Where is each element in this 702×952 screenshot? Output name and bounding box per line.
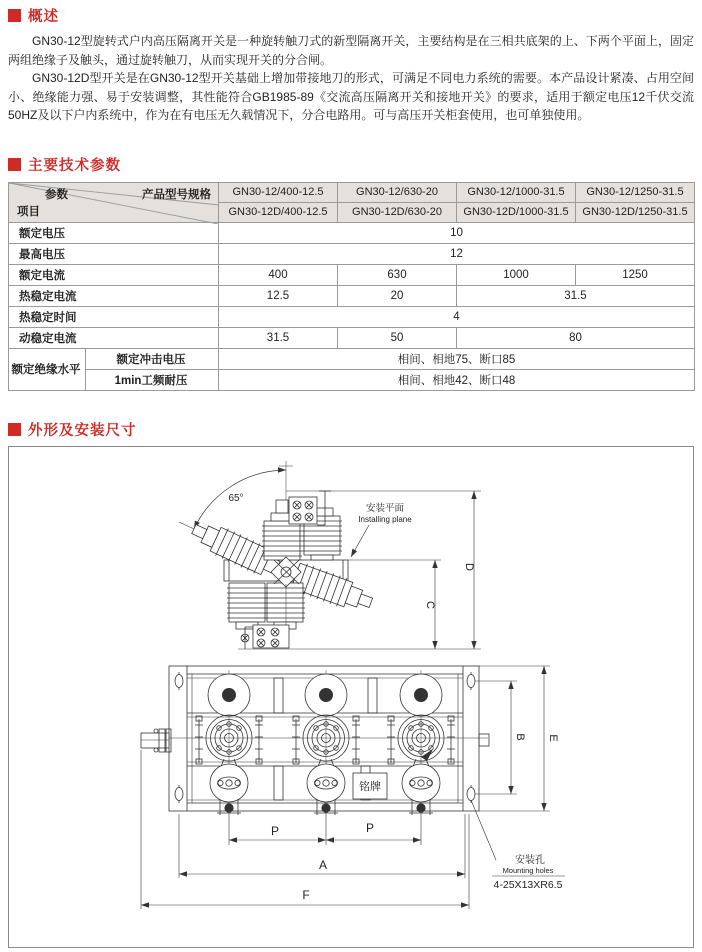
model-header-cell: GN30-12/1250-31.5 — [576, 182, 695, 202]
dim-f-label: F — [302, 887, 310, 902]
dim-d-label: D — [463, 562, 475, 571]
overview-title: 概述 — [28, 9, 59, 25]
row-label: 动稳定电流 — [9, 327, 219, 348]
dim-b-label: B — [514, 732, 526, 741]
outline-section-title — [8, 419, 694, 440]
row-value: 1000 — [457, 264, 576, 285]
row-value: 12 — [219, 243, 695, 264]
side-view — [179, 461, 481, 649]
insulation-group-label: 额定绝缘水平 — [9, 348, 86, 390]
model-header-cell: GN30-12/630-20 — [338, 182, 457, 202]
overview-paragraph-1: GN30-12型旋转式户内高压隔离开关是一种旋转触刀式的新型隔离开关，主要结构是在三相共底架的上、下两个平面上，固定两组绝缘子及触头，通过旋转触刀，从而实现开关的分合闸。 — [8, 34, 694, 67]
outline-drawing-box — [8, 446, 694, 948]
overview-paragraphs — [8, 32, 694, 125]
model-header-cell: GN30-12D/1000-31.5 — [457, 202, 576, 222]
red-square-bullet-icon — [8, 158, 21, 171]
overview-paragraph-2: GN30-12D型开关是在GN30-12型开关基础上增加带接地刀的形式，可满足不同电力系统的需要。本产品设计紧凑、占用空间小、绝缘能力强、易于安装调整，其性能符合GB1985-89《交流高压隔离开关和接地开关》的要求，适用于额定电压12千伏交流50HZ及以下户内系统中，作为在有电压无久载情况下，分合电路用。可与高压开关柜套使用，也可单独使用。 — [8, 71, 694, 122]
dim-p1-label: P — [270, 823, 280, 838]
model-header-cell: GN30-12D/630-20 — [338, 202, 457, 222]
installing-plane-en-label: Installing plane — [358, 514, 412, 524]
row-value: 相间、相地75、断口85 — [219, 348, 695, 369]
lower-insulator — [265, 583, 305, 622]
mounting-holes-en-label: Mounting holes — [502, 865, 554, 875]
corner-label-param: 参数 — [45, 188, 68, 201]
row-value: 80 — [457, 327, 695, 348]
row-value: 630 — [338, 264, 457, 285]
outline-drawing — [9, 447, 693, 947]
mounting-hole — [467, 672, 475, 690]
angle-label: 65° — [228, 492, 244, 504]
dim-a-label: A — [318, 857, 328, 872]
red-square-bullet-icon — [8, 9, 21, 22]
row-value: 50 — [338, 327, 457, 348]
upper-insulator — [262, 521, 302, 560]
model-header-cell: GN30-12D/400-12.5 — [219, 202, 338, 222]
model-header-cell: GN30-12/400-12.5 — [219, 182, 338, 202]
mounting-hole — [175, 672, 183, 690]
lower-insulator — [227, 583, 267, 622]
row-value: 4 — [219, 306, 695, 327]
dim-e-label: E — [547, 733, 559, 742]
nameplate-label: 铭牌 — [359, 780, 381, 793]
row-value: 31.5 — [219, 327, 338, 348]
red-square-bullet-icon — [8, 423, 21, 436]
specs-title: 主要技术参数 — [28, 157, 121, 174]
corner-label-item: 项目 — [17, 205, 40, 218]
row-value: 400 — [219, 264, 338, 285]
front-view — [141, 666, 489, 815]
top-terminal — [289, 491, 331, 525]
pole — [195, 670, 263, 815]
mounting-hole — [175, 785, 183, 803]
row-value: 1250 — [576, 264, 695, 285]
row-label: 额定电压 — [9, 222, 219, 243]
corner-header-cell — [9, 182, 219, 222]
row-label: 最高电压 — [9, 243, 219, 264]
row-label: 1min工频耐压 — [86, 369, 219, 390]
mounting-holes-cn-label: 安装孔 — [515, 854, 545, 866]
row-label: 热稳定电流 — [9, 285, 219, 306]
specs-section-title — [8, 154, 694, 175]
row-label: 额定电流 — [9, 264, 219, 285]
mounting-holes-spec-label: 4-25X13XR6.5 — [493, 878, 563, 891]
outline-title: 外形及安装尺寸 — [28, 422, 137, 439]
pole — [387, 670, 455, 815]
spec-table — [8, 182, 695, 391]
row-label: 额定冲击电压 — [86, 348, 219, 369]
installing-plane-cn-label: 安装平面 — [365, 502, 405, 514]
row-value: 12.5 — [219, 285, 338, 306]
pole — [292, 670, 360, 815]
model-header-cell: GN30-12/1000-31.5 — [457, 182, 576, 202]
row-value: 相间、相地42、断口48 — [219, 369, 695, 390]
overview-section-title — [8, 5, 694, 26]
row-value: 31.5 — [457, 285, 695, 306]
dim-c-label: C — [424, 600, 436, 609]
row-value: 10 — [219, 222, 695, 243]
row-label: 热稳定时间 — [9, 306, 219, 327]
dim-p2-label: P — [365, 820, 375, 835]
model-header-cell: GN30-12D/1250-31.5 — [576, 202, 695, 222]
corner-label-model: 产品型号规格 — [142, 188, 211, 201]
row-value: 20 — [338, 285, 457, 306]
